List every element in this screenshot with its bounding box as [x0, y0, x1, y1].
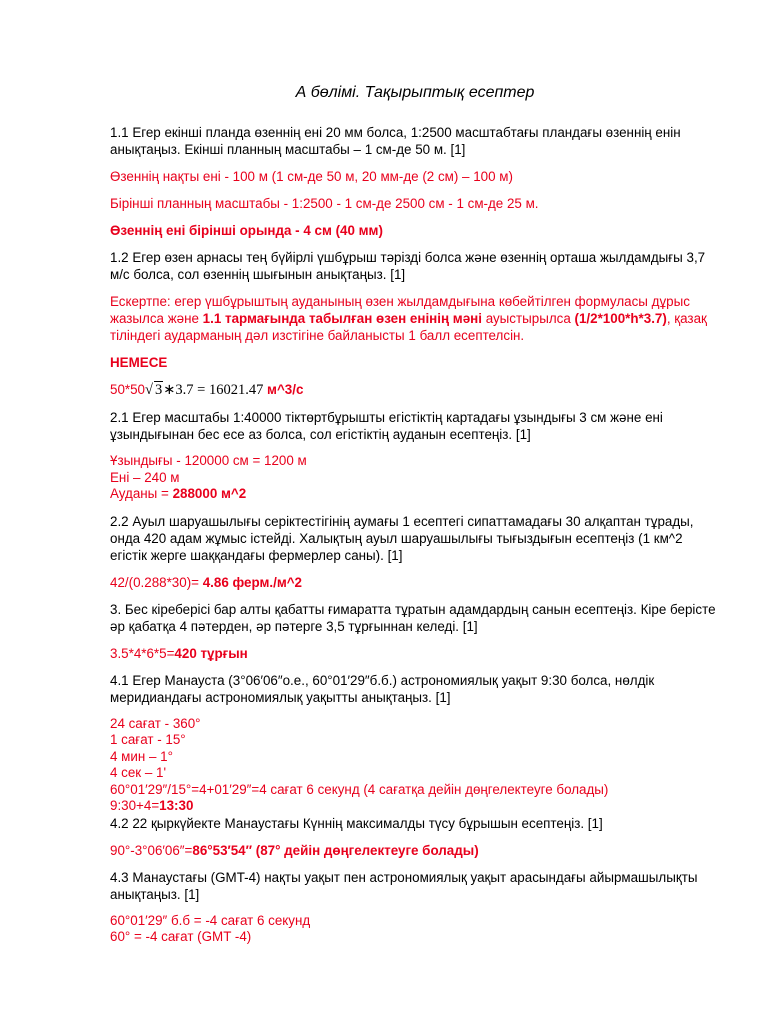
or-label: НЕМЕСЕ: [110, 355, 168, 370]
answer-4-1-line-3: 4 мин – 1°: [110, 748, 173, 764]
formula-value: 16021.47: [208, 382, 264, 398]
note-text-3: , қазақ тіліндегі аударманың дәл изстігіне байланысты 1 балл есептелсін.: [110, 311, 707, 343]
question-1-2: 1.2 Егер өзен арнасы тең бүйірлі үшбұрыш тәрізді болса және өзеннің орташа жылдамдығы 3,7 м/с болса, сол өзеннің шығынын анықтаңыз. [1]: [110, 250, 706, 282]
answer-2-1-line-3: [110, 486, 720, 503]
question-4-2: 4.2 22 қыркүйекте Манаустағы Күннің максималды түсу бұрышын есептеңіз. [1]: [110, 815, 603, 831]
answer-4-1-line-6: [110, 798, 720, 815]
answer-4-2-prefix: 90°-3°06′06″=: [110, 842, 193, 858]
sqrt-argument: 3: [154, 382, 163, 398]
document-page: [110, 84, 720, 956]
answer-4-1-line-2: 1 сағат - 15°: [110, 732, 186, 747]
question-2-2: 2.2 Ауыл шаруашылығы серіктестігінің аумағы 1 есептегі сипаттамадағы 30 алқаптан тұрады, онда 420 адам жұмыс істейді. Халықтың ауыл шаруашылығы тығыздығын есептеңіз (1 км^2 егістік жерге шаққандағы фермерлер саны). [1]: [110, 513, 694, 563]
answer-2-1-result: 288000 м^2: [172, 486, 247, 501]
question-1-1: 1.1 Егер екінші планда өзеннің ені 20 мм болса, 1:2500 масштабтағы пландағы өзеннің енін анықтаңыз. Екінші планның масштабы – 1 см-де 50 м. [1]: [110, 125, 681, 157]
answer-4-3-line-2: 60° = -4 сағат (GMT -4): [110, 929, 252, 944]
question-3: 3. Бес кіреберісі бар алты қабатты ғимаратта тұратын адамдардың санын есептеңіз. Кіре берісте әр қабатқа 4 пәтерден, әр пәтерге 3,5 тұрғыннан келеді. [1]: [110, 601, 716, 634]
answer-2-2-result: 4.86 ферм./м^2: [202, 574, 302, 590]
answer-3-prefix: 3.5*4*6*5=: [110, 645, 175, 661]
formula-line: [110, 381, 720, 399]
note-text-2: ауыстырылса: [481, 311, 575, 326]
answer-4-1-result: 13:30: [159, 798, 194, 813]
answer-4-3-line-1: 60°01′29″ б.б = -4 сағат 6 секунд: [110, 912, 311, 928]
answer-2-2: [110, 574, 720, 591]
answer-1-1-line-3: Өзеннің ені бірінші орында - 4 см (40 мм): [110, 223, 383, 238]
answer-2-1-prefix: Ауданы =: [110, 486, 173, 501]
answer-4-1-line-1: 24 сағат - 360°: [110, 715, 201, 731]
note-text-1: Ескертпе: егер үшбұрыштың ауданының өзен жылдамдығына көбейтілген формуласы дұрыс жазылса және: [110, 294, 690, 326]
formula-math: [145, 382, 263, 398]
answer-4-2-result: 86°53′54″ (87° дейін дөңгелектеуге болады): [192, 842, 479, 858]
note-bold-1: 1.1 тармағында табылған өзен енінің мәні: [202, 311, 482, 326]
question-4-1: 4.1 Егер Манауста (3°06′06″о.е., 60°01′29″б.б.) астрономиялық уақыт 9:30 болса, нөлдік меридиандағы астрономиялық уақытты анықтаңыз. [1]: [110, 672, 655, 705]
page-title: А бөлімі. Тақырыптық есептер: [295, 84, 535, 101]
formula-equals: =: [193, 382, 209, 398]
answer-4-3: [110, 913, 720, 946]
answer-1-1-line-2: Бірінші планның масштабы - 1:2500 - 1 см-де 2500 см - 1 см-де 25 м.: [110, 196, 539, 211]
answer-2-2-prefix: 42/(0.288*30)=: [110, 574, 203, 590]
note-bold-2: (1/2*100*h*3.7): [574, 311, 667, 326]
answer-3: [110, 645, 720, 662]
answer-4-1: [110, 716, 720, 815]
answer-3-result: 420 тұрғын: [174, 645, 248, 661]
answer-4-1-line-4: 4 сек – 1ʹ: [110, 765, 167, 780]
formula-prefix: 50*50: [110, 382, 146, 397]
answer-4-1-line-5: 60°01′29″/15°=4+01′29″=4 сағат 6 секунд (4 сағатқа дейін дөңгелектеуге болады): [110, 781, 609, 797]
question-2-1: 2.1 Егер масштабы 1:40000 тіктөртбұрышты егістіктің картадағы ұзындығы 3 см және ені ұзындығынан бес есе аз болса, сол егістіктің ауданын есептеңіз. [1]: [110, 410, 663, 442]
answer-2-1-line-2: Ені – 240 м: [110, 469, 180, 485]
answer-2-1-line-1: Ұзындығы - 120000 см = 1200 м: [110, 453, 307, 468]
answer-4-1-prefix: 9:30+4=: [110, 798, 160, 813]
question-4-3: 4.3 Манаустағы (GMT-4) нақты уақыт пен астрономиялық уақыт арасындағы айырмашылықты анықтаңыз. [1]: [110, 869, 698, 902]
note-paragraph: [110, 293, 720, 344]
answer-1-1-line-1: Өзеннің нақты ені - 100 м (1 см-де 50 м, 20 мм-де (2 см) – 100 м): [110, 169, 513, 184]
formula-multiply: ∗3.7: [163, 382, 194, 398]
sqrt-sign: √: [145, 382, 153, 398]
formula-unit: м^3/с: [263, 382, 304, 397]
answer-4-2: [110, 842, 720, 859]
answer-2-1: [110, 453, 720, 503]
